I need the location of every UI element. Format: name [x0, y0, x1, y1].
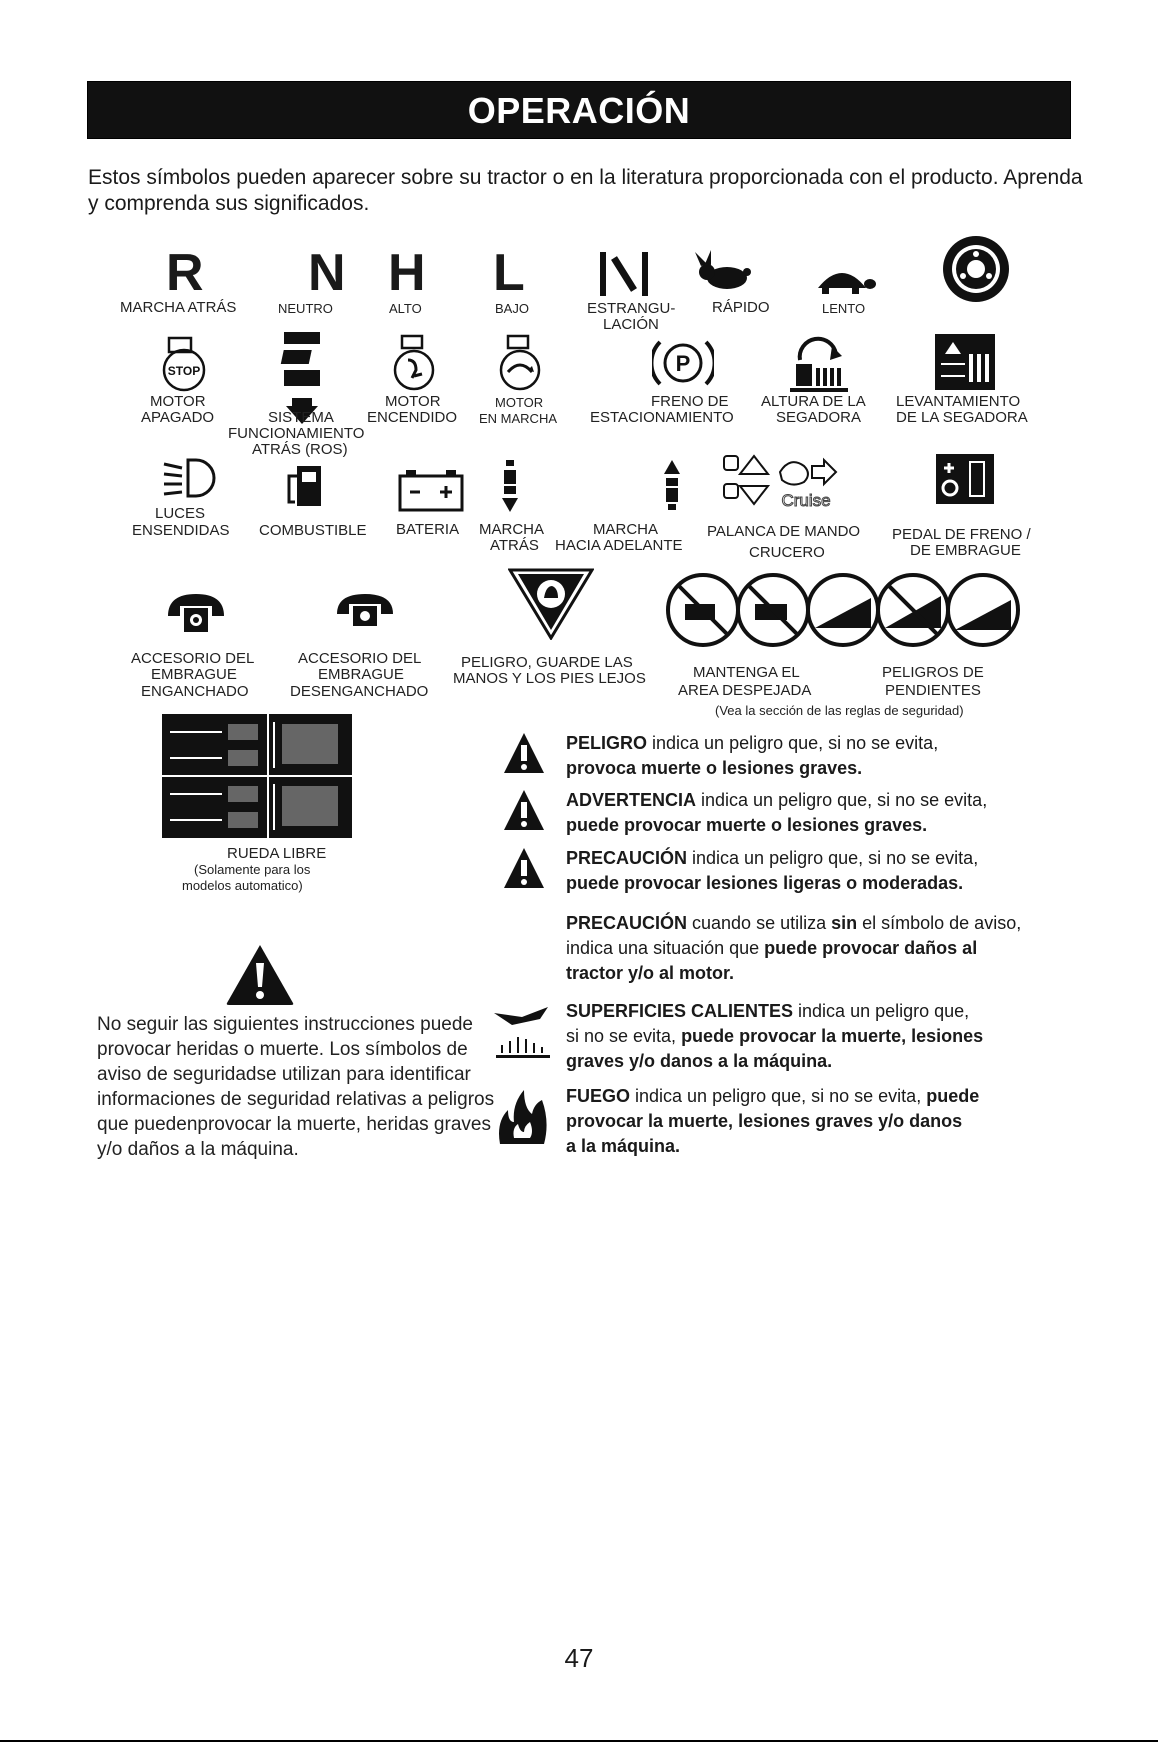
caution-consequence: puede provocar lesiones ligeras o moderadas. [566, 873, 964, 893]
engine-run-label-2: EN MARCHA [479, 411, 558, 426]
reverse-travel-icon [498, 458, 522, 514]
low-label: BAJO [495, 301, 529, 316]
engine-run-label-1: MOTOR [495, 395, 544, 410]
pto-engaged-label-3: ENGANCHADO [141, 683, 249, 700]
clear-area-label-2: AREA DESPEJADA [678, 682, 812, 699]
battery-icon [398, 468, 466, 512]
caution-nosym-text-1: cuando se utiliza [687, 913, 832, 933]
pto-disengaged-label-1: ACCESORIO DEL [298, 650, 422, 667]
engine-stop-icon [159, 336, 209, 392]
cruise-control-icon [720, 452, 870, 514]
pto-disengaged-label-2: EMBRAGUE [318, 666, 404, 683]
freewheel-note-1: (Solamente para los [194, 862, 311, 877]
safety-paragraph: No seguir las siguientes instrucciones puede provocar heridas o muerte. Los símbolos de aviso de seguridadse utilizan para identificar informaciones de seguridad relativas a peligros que puedenprovocar la muerte, heridas graves y/o daños a la máquina. [97, 1014, 495, 1160]
fire-bold-3: a la máquina. [566, 1136, 681, 1156]
slope-and-clear-area-icons [665, 572, 1045, 650]
high-letter: H [388, 244, 426, 302]
freewheel-label: RUEDA LIBRE [227, 845, 327, 862]
caution-nosym-term: PRECAUCIÓN [566, 913, 688, 933]
forward-travel-icon [660, 458, 684, 514]
mower-lift-icon [935, 334, 995, 390]
pto-disengaged-label-3: DESENGANCHADO [290, 683, 429, 700]
forward-travel-label-1: MARCHA [593, 521, 659, 538]
keep-area-clear-icon-2 [738, 575, 808, 645]
neutral-label: NEUTRO [278, 301, 333, 316]
pedal-label-1: PEDAL DE FRENO / [892, 526, 1031, 543]
hot-surface-term: SUPERFICIES CALIENTES [566, 1001, 794, 1021]
reverse-travel-label-2: ATRÁS [490, 537, 539, 554]
warning-triangle-icon [502, 788, 546, 834]
caution-triangle-icon [502, 846, 546, 892]
pto-engaged-label-2: EMBRAGUE [151, 666, 237, 683]
safety-rules-note: (Vea la sección de las reglas de seguridad) [715, 703, 964, 718]
warning-text: indica un peligro que, si no se evita, [696, 790, 988, 810]
cruise-label-2: CRUCERO [749, 544, 825, 561]
forward-travel-label-2: HACIA ADELANTE [555, 537, 683, 554]
ros-label-2: FUNCIONAMIENTO [228, 425, 365, 442]
engine-run-icon [498, 334, 542, 392]
slope-hazard-icon-3 [948, 575, 1018, 645]
bottom-rule [0, 1740, 1158, 1742]
slope-hazard-icon-2 [878, 575, 948, 645]
danger-text: indica un peligro que, si no se evita, [647, 733, 939, 753]
headlights-icon [160, 452, 220, 504]
engine-start-label-1: MOTOR [385, 393, 441, 410]
fire-icon [494, 1088, 550, 1146]
hot-surface-icon [492, 1003, 556, 1059]
hot-surface-bold-1: puede provocar la muerte, lesiones [681, 1026, 984, 1046]
page-number: 47 [564, 1643, 594, 1673]
mower-height-label-2: SEGADORA [776, 409, 862, 426]
fire-bold-2: provocar la muerte, lesiones graves y/o danos [566, 1111, 963, 1131]
reverse-label: MARCHA ATRÁS [120, 299, 237, 316]
parking-brake-label-1: FRENO DE [651, 393, 729, 410]
fire-bold-1: puede [926, 1086, 980, 1106]
parking-brake-label-2: ESTACIONAMIENTO [590, 409, 734, 426]
engine-off-label-2: APAGADO [141, 409, 215, 426]
turtle-icon [808, 262, 876, 296]
choke-icon [598, 250, 650, 298]
pedal-label-2: DE EMBRAGUE [910, 542, 1021, 559]
clear-area-label-1: MANTENGA EL [693, 664, 800, 681]
caution-nosym-sin: sin [831, 913, 858, 933]
mower-height-icon [786, 334, 852, 394]
headlights-label-1: LUCES [155, 505, 206, 522]
slope-hazard-icon-1 [808, 575, 878, 645]
danger-consequence: provoca muerte o lesiones graves. [566, 758, 863, 778]
svg-text:P: P [675, 351, 691, 376]
caution-term: PRECAUCIÓN [566, 848, 688, 868]
slope-label-1: PELIGROS DE [882, 664, 984, 681]
headlights-label-2: ENSENDIDAS [132, 522, 230, 539]
low-letter: L [493, 244, 525, 302]
hot-surface-bold-2: graves y/o danos a la máquina. [566, 1051, 833, 1071]
hot-surface-text-1: indica un peligro que, [793, 1001, 970, 1021]
fire-text: indica un peligro que, si no se evita, [630, 1086, 927, 1106]
mower-lift-label-1: LEVANTAMIENTO [896, 393, 1021, 410]
caution-nosym-text-2: el símbolo de aviso, [857, 913, 1022, 933]
battery-label: BATERIA [396, 521, 460, 538]
slow-label: LENTO [822, 301, 866, 316]
pto-engaged-label-1: ACCESORIO DEL [131, 650, 255, 667]
fire-term: FUEGO [566, 1086, 631, 1106]
pto-engaged-icon [164, 590, 228, 634]
engine-start-label-2: ENCENDIDO [367, 409, 458, 426]
choke-label-2: LACIÓN [603, 316, 659, 333]
pto-disengaged-icon [333, 592, 397, 628]
ros-label-1: SISTEMA [268, 409, 334, 426]
fuel-icon [285, 462, 331, 510]
slope-label-2: PENDIENTES [885, 682, 981, 699]
mower-lift-label-2: DE LA SEGADORA [896, 409, 1028, 426]
ignition-switch-icon [941, 234, 1011, 304]
hot-surface-text-2: si no se evita, [566, 1026, 682, 1046]
engine-off-label-1: MOTOR [150, 393, 206, 410]
parking-brake-icon [652, 332, 714, 394]
freewheel-icon [162, 714, 352, 838]
choke-label-1: ESTRANGU- [587, 300, 676, 317]
engine-start-icon [392, 334, 436, 394]
mower-height-label-1: ALTURA DE LA [761, 393, 866, 410]
danger-triangle-icon [502, 731, 546, 777]
hands-feet-label-1: PELIGRO, GUARDE LAS [461, 654, 633, 671]
rabbit-icon [693, 250, 757, 294]
danger-term: PELIGRO [566, 733, 648, 753]
freewheel-note-2: modelos automatico) [182, 878, 303, 893]
keep-area-clear-icon-1 [668, 575, 738, 645]
reverse-letter: R [166, 244, 204, 302]
warning-consequence: puede provocar muerte o lesiones graves. [566, 815, 928, 835]
caution-nosym-text-3: indica una situación que [566, 938, 765, 958]
stop-text: STOP [167, 364, 201, 378]
warning-term: ADVERTENCIA [566, 790, 697, 810]
fuel-label: COMBUSTIBLE [259, 522, 367, 539]
safety-alert-icon [225, 943, 295, 1007]
cruise-text: Cruise [781, 491, 831, 510]
page-title: OPERACIÓN [467, 90, 691, 131]
high-label: ALTO [389, 301, 422, 316]
fast-label: RÁPIDO [712, 299, 770, 316]
hands-feet-label-2: MANOS Y LOS PIES LEJOS [453, 670, 646, 687]
intro-text: Estos símbolos pueden aparecer sobre su tractor o en la literatura proporcionada con el producto. Aprenda y comprenda sus significados. [88, 166, 1083, 215]
ros-label-3: ATRÁS (ROS) [252, 441, 348, 458]
caution-text: indica un peligro que, si no se evita, [687, 848, 979, 868]
neutral-letter: N [308, 244, 346, 302]
section-banner [87, 81, 1071, 139]
caution-nosym-bold-1: puede provocar daños al [764, 938, 978, 958]
reverse-travel-label-1: MARCHA [479, 521, 545, 538]
caution-nosym-bold-2: tractor y/o al motor. [566, 963, 735, 983]
hands-feet-warning-icon [508, 568, 594, 640]
brake-clutch-pedal-icon [936, 454, 994, 504]
cruise-label-1: PALANCA DE MANDO [707, 523, 861, 540]
